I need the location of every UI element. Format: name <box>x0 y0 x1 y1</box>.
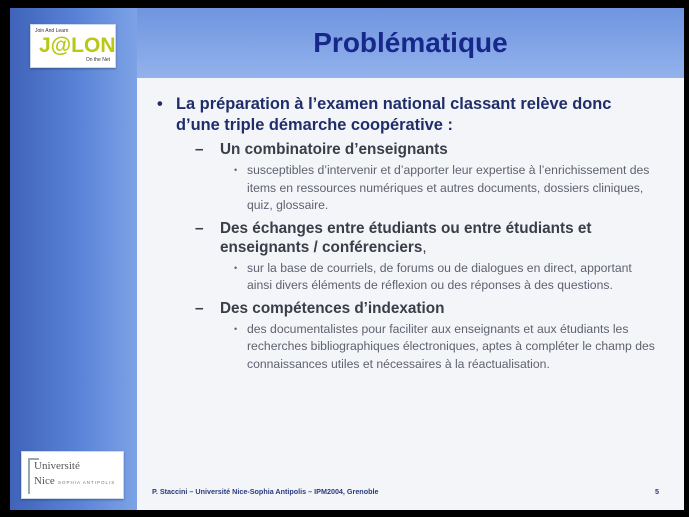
logo-tagline-bottom: On the Net <box>85 57 110 63</box>
university-logo-line2: Nice <box>34 475 55 487</box>
sub-item-detail-text: des documentalistes pour faciliter aux enseignants et aux étudiants les recherches bibliographiques électroniques, aptes à compléter le champ des connaissances utiles et nécessaires à la réactualisation. <box>247 321 655 371</box>
sub-item-detail-text: sur la base de courriels, de forums ou de dialogues en direct, apportant ainsi divers éléments de réflexion ou des réponses à des questions. <box>247 260 632 292</box>
bullet-icon: • <box>157 95 163 113</box>
sub-item-heading-suffix: , <box>422 238 427 256</box>
bullet-icon: • <box>234 323 238 334</box>
slide-header <box>137 8 684 78</box>
slide-number: 5 <box>655 487 659 496</box>
sub-item-heading-text: Des échanges entre étudiants ou entre étudiants et enseignants / conférenciers <box>220 219 592 256</box>
bullet-icon: • <box>234 165 238 175</box>
dash-icon: – <box>195 219 204 237</box>
slide-sidebar <box>10 8 137 510</box>
logo-brand: J@LON <box>39 34 116 57</box>
university-logo <box>21 451 124 499</box>
sub-item-heading <box>195 219 658 257</box>
university-logo-line1: Université <box>34 460 80 472</box>
logo-tagline-top: Join And Learn <box>35 28 69 34</box>
dash-icon: – <box>195 141 204 158</box>
main-bullet <box>148 94 658 136</box>
sub-item-heading-text: Des compétences d’indexation <box>220 299 445 317</box>
dash-icon: – <box>195 299 204 317</box>
slide-title: Problématique <box>313 27 508 58</box>
university-logo-sub: SOPHIA ANTIPOLIS <box>58 480 116 485</box>
jalon-logo <box>30 24 116 68</box>
sub-item-detail <box>234 162 658 215</box>
sub-item-heading-text: Un combinatoire d’enseignants <box>220 141 448 158</box>
sub-item-detail <box>234 321 658 374</box>
main-bullet-text: La préparation à l’examen national classant relève donc d’une triple démarche coopérative : <box>176 95 612 134</box>
slide-content <box>148 94 658 373</box>
sub-item-detail <box>234 260 658 295</box>
bullet-icon: • <box>234 262 238 273</box>
sub-item-heading <box>195 299 658 318</box>
sub-item-heading <box>195 140 658 159</box>
sub-item-detail-text: susceptibles d’intervenir et d’apporter leur expertise à l’enrichissement des items en ressources numériques et autres documents, dossiers cliniques, quiz, glossaire. <box>247 163 650 212</box>
slide-footer: P. Staccini – Université Nice-Sophia Antipolis – IPM2004, Grenoble <box>152 487 379 496</box>
